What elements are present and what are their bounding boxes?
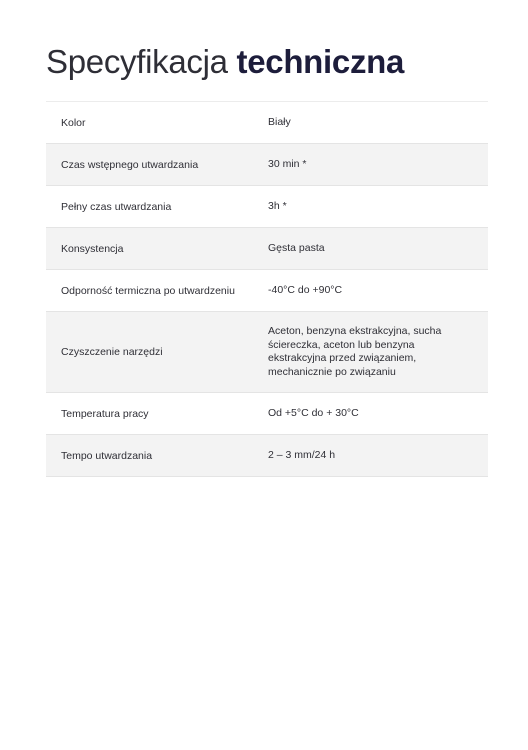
page-title	[46, 40, 404, 84]
spec-row-initial-cure	[46, 144, 488, 186]
spec-value: Biały	[268, 115, 291, 128]
spec-row-color	[46, 102, 488, 144]
spec-table	[46, 101, 488, 477]
spec-row-full-cure	[46, 186, 488, 228]
spec-row-consistency	[46, 228, 488, 270]
spec-value: -40°C do +90°C	[268, 283, 343, 296]
spec-row-thermal-resistance	[46, 270, 488, 312]
spec-value: 2 – 3 mm/24 h	[268, 448, 336, 461]
spec-value: Gęsta pasta	[268, 241, 325, 254]
spec-row-cure-rate	[46, 435, 488, 477]
spec-label: Czas wstępnego utwardzania	[61, 158, 199, 171]
spec-value: 3h *	[268, 199, 287, 212]
spec-label: Kolor	[61, 116, 86, 129]
spec-label: Odporność termiczna po utwardzeniu	[61, 284, 235, 297]
spec-value: Od +5°C do + 30°C	[268, 406, 359, 419]
spec-row-working-temperature	[46, 393, 488, 435]
title-bold: techniczna	[236, 43, 405, 80]
spec-row-tool-cleaning	[46, 312, 488, 393]
spec-label: Temperatura pracy	[61, 407, 149, 420]
spec-value: 30 min *	[268, 157, 307, 170]
spec-value: Aceton, benzyna ekstrakcyjna, sucha ściereczka, aceton lub benzyna ekstrakcyjna przed związaniem, mechanicznie po związaniu	[268, 325, 442, 378]
spec-label: Pełny czas utwardzania	[61, 200, 172, 213]
spec-label: Konsystencja	[61, 242, 124, 255]
title-light: Specyfikacja	[46, 43, 228, 80]
spec-label: Czyszczenie narzędzi	[61, 346, 163, 358]
spec-label: Tempo utwardzania	[61, 449, 153, 462]
